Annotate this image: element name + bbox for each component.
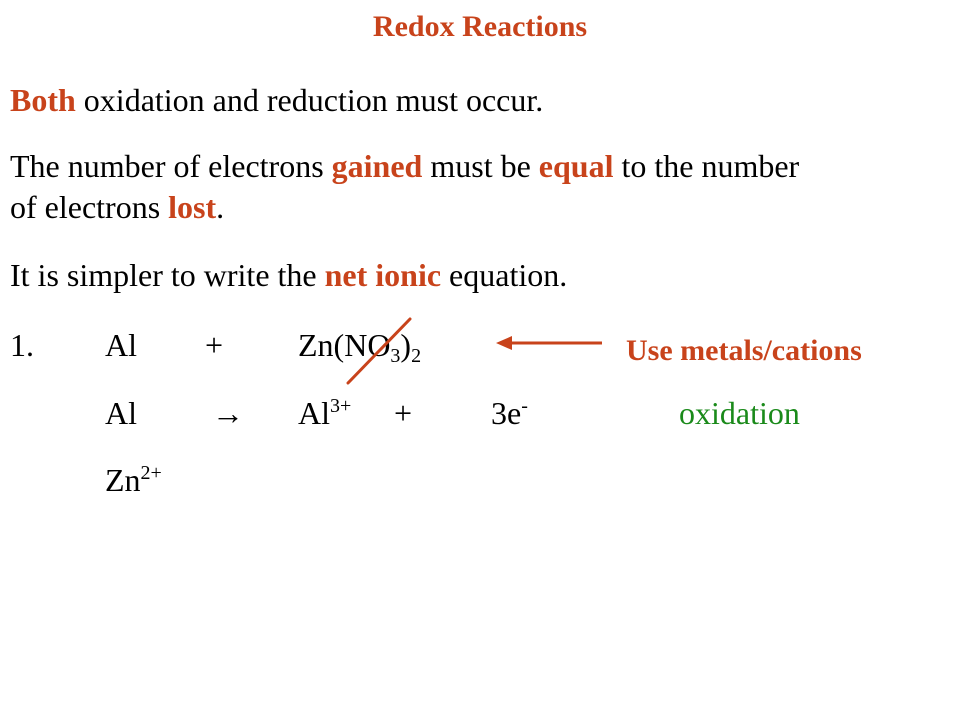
emphasis-both: Both xyxy=(10,82,76,118)
slide-title: Redox Reactions xyxy=(372,10,588,43)
product-base: Al xyxy=(298,395,330,431)
plus-sign: + xyxy=(205,327,224,363)
zinc-ion-charge: 2+ xyxy=(140,462,162,484)
zinc-ion-base: Zn xyxy=(105,462,141,498)
zinc-nitrate-subscript: 2 xyxy=(411,345,422,367)
line3-part-a: of electrons xyxy=(10,189,169,225)
emphasis-lost: lost xyxy=(168,189,217,225)
oxidation-label: oxidation xyxy=(679,395,800,431)
problem-number: 1. xyxy=(10,327,34,363)
nitrate-subscript: 3 xyxy=(390,345,401,367)
emphasis-equal: equal xyxy=(538,148,614,184)
electrons-base: 3e xyxy=(491,395,522,431)
line2-part-c: to the number xyxy=(613,148,800,184)
line1-rest: oxidation and reduction must occur. xyxy=(75,82,544,118)
reactant-al: Al xyxy=(105,327,137,363)
plus-sign-2: + xyxy=(394,395,413,431)
emphasis-net-ionic: net ionic xyxy=(324,257,442,293)
oxidation-reactant: Al xyxy=(105,395,137,431)
product-charge: 3+ xyxy=(330,395,352,417)
zinc-nitrate-paren: ) xyxy=(400,327,412,363)
line4-part-a: It is simpler to write the xyxy=(10,257,325,293)
reaction-arrow: → xyxy=(212,395,244,431)
line4-part-b: equation. xyxy=(441,257,568,293)
electrons-charge: - xyxy=(521,395,528,417)
line2-part-a: The number of electrons xyxy=(10,148,332,184)
line2-part-b: must be xyxy=(422,148,539,184)
line3-part-b: . xyxy=(216,189,225,225)
strike-through-line xyxy=(348,319,410,383)
left-arrow-icon xyxy=(496,336,602,350)
use-metals-note: Use metals/cations xyxy=(626,334,862,367)
emphasis-gained: gained xyxy=(331,148,423,184)
zinc-nitrate-base: Zn(NO xyxy=(298,327,391,363)
